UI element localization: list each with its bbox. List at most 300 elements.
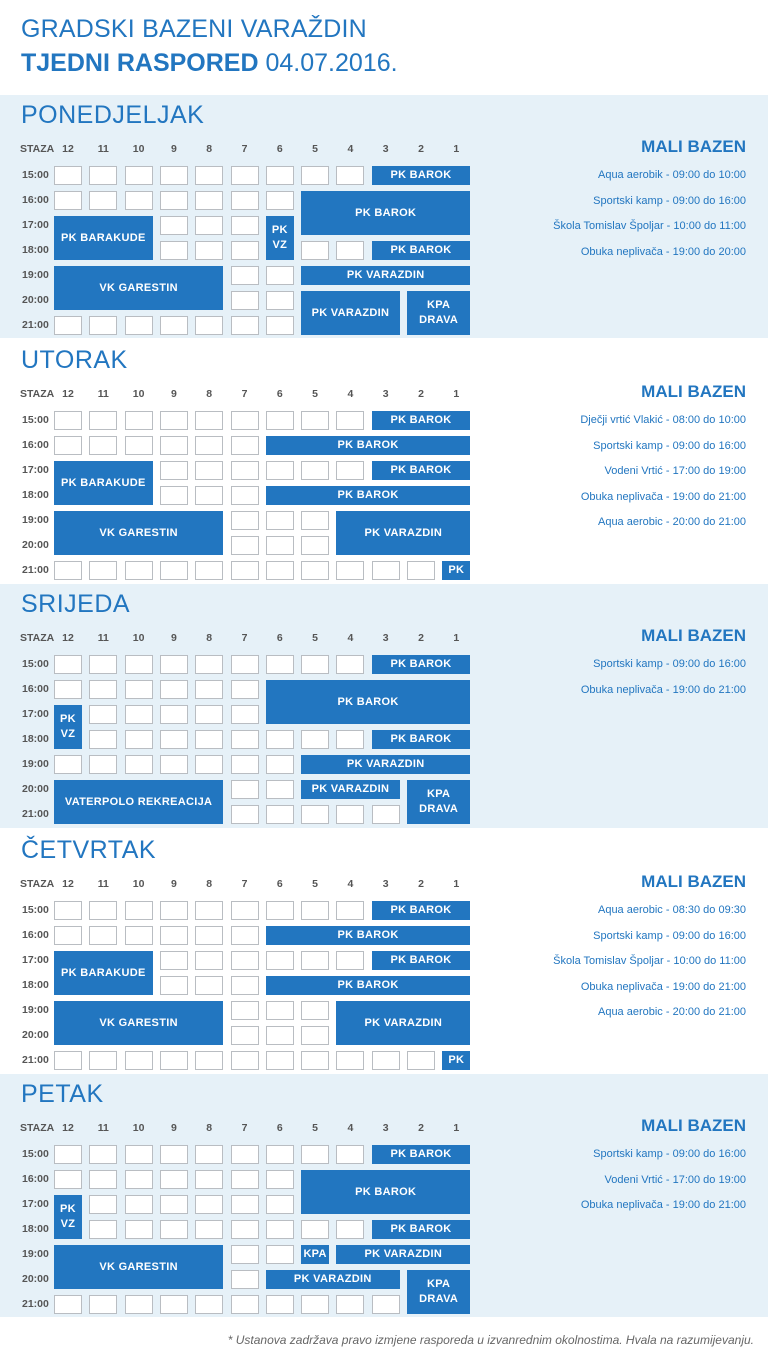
lane-slot-free (125, 926, 153, 945)
lane-slot-free (231, 561, 259, 580)
lane-number: 1 (453, 1122, 460, 1134)
lane-slot-free (125, 1170, 153, 1189)
lane-slot-free (266, 805, 294, 824)
lane-slot-free (336, 1051, 364, 1070)
lane-slot-free (336, 901, 364, 920)
day-section (0, 830, 768, 1073)
lane-number: 1 (453, 388, 460, 400)
lane-slot-free (231, 730, 259, 749)
mali-bazen-item: Aqua aerobic - 20:00 do 21:00 (597, 516, 746, 528)
lane-number: 10 (132, 878, 145, 890)
mali-bazen-item: Aqua aerobic - 20:00 do 21:00 (597, 1006, 746, 1018)
lane-number: 10 (132, 143, 145, 155)
lane-number: 2 (418, 388, 424, 400)
lane-slot-free (231, 655, 259, 674)
reservation-block: KPA DRAVA (407, 291, 470, 335)
reservation-block: PK BAROK (372, 1145, 471, 1164)
lane-slot-free (195, 561, 223, 580)
lane-slot-free (54, 411, 82, 430)
lane-slot-free (266, 730, 294, 749)
lane-slot-free (54, 655, 82, 674)
reservation-block: VK GARESTIN (54, 1245, 223, 1289)
lane-slot-free (160, 316, 188, 335)
reservation-block: PK VARAZDIN (336, 511, 470, 555)
lane-slot-free (266, 1051, 294, 1070)
lane-slot-free (195, 730, 223, 749)
lane-slot-free (336, 730, 364, 749)
lane-slot-free (301, 241, 329, 260)
mali-bazen-panel (581, 1116, 746, 1219)
lane-slot-free (336, 241, 364, 260)
lane-slot-free (231, 976, 259, 995)
lane-slot-free (336, 1145, 364, 1164)
lane-number: 4 (347, 143, 354, 155)
lane-slot-free (372, 805, 400, 824)
lane-slot-free (231, 191, 259, 210)
lane-slot-free (231, 1220, 259, 1239)
time-label: 19:00 (22, 1248, 49, 1260)
reservation-block: PK BAROK (266, 976, 471, 995)
reservation-block: VK GARESTIN (54, 511, 223, 555)
lane-number: 8 (206, 143, 213, 155)
lane-slot-free (125, 755, 153, 774)
lane-slot-free (89, 1220, 117, 1239)
lane-number: 12 (62, 388, 74, 400)
time-label: 18:00 (22, 733, 49, 745)
time-label: 21:00 (22, 808, 49, 820)
time-label: 21:00 (22, 1054, 49, 1066)
lane-slot-free (54, 316, 82, 335)
mali-bazen-panel (553, 137, 746, 265)
time-label: 19:00 (22, 1004, 49, 1016)
lane-number: 3 (382, 878, 389, 890)
lane-slot-free (336, 166, 364, 185)
footer-note: * Ustanova zadržava pravo izmjene rasporeda u izvanrednim okolnostima. Hvala na razumijevanju. (227, 1333, 754, 1347)
time-label: 21:00 (22, 319, 49, 331)
lane-slot-free (160, 461, 188, 480)
reservation-block: PK BAROK (372, 241, 471, 260)
time-label: 18:00 (22, 244, 49, 256)
lane-slot-free (301, 951, 329, 970)
lane-number: 9 (170, 1122, 177, 1134)
mali-bazen-item: Obuka neplivača - 19:00 do 21:00 (580, 490, 746, 503)
lane-slot-free (54, 561, 82, 580)
lane-slot-free (266, 191, 294, 210)
lane-slot-free (231, 680, 259, 699)
lane-slot-free (231, 705, 259, 724)
lane-slot-free (125, 901, 153, 920)
day-section (0, 340, 768, 583)
lane-slot-free (301, 536, 329, 555)
reservation-block: PK BAROK (372, 655, 471, 674)
reservation-block: PK BAROK (301, 191, 470, 235)
lane-slot-free (125, 1220, 153, 1239)
lane-slot-free (231, 1270, 259, 1289)
reservation-block: PK BAROK (372, 461, 471, 480)
lane-number: 6 (276, 388, 283, 400)
lane-number: 2 (418, 632, 424, 644)
lane-slot-free (301, 461, 329, 480)
lane-slot-free (160, 730, 188, 749)
time-label: 19:00 (22, 758, 49, 770)
lane-slot-free (231, 461, 259, 480)
reservation-block: PK BAROK (266, 486, 471, 505)
reservation-block: PK (442, 1051, 470, 1070)
reservation-block: PK BAROK (372, 166, 471, 185)
lane-number: 11 (97, 878, 109, 890)
lane-number: 5 (312, 632, 319, 644)
day-name: PETAK (21, 1080, 104, 1108)
day-name: PONEDJELJAK (21, 101, 205, 129)
time-label: 19:00 (22, 514, 49, 526)
lane-slot-free (89, 166, 117, 185)
lane-slot-free (301, 561, 329, 580)
lane-slot-free (372, 1051, 400, 1070)
reservation-block: PK VARAZDIN (301, 291, 400, 335)
lane-number: 11 (97, 1122, 109, 1134)
lane-slot-free (231, 511, 259, 530)
reservation-block: PK BAROK (372, 411, 471, 430)
lane-number: 8 (206, 388, 213, 400)
lane-slot-free (266, 1245, 294, 1264)
mali-bazen-item: Vodeni Vrtić - 17:00 do 19:00 (604, 1173, 746, 1186)
lane-slot-free (301, 1145, 329, 1164)
lane-slot-free (301, 511, 329, 530)
mali-bazen-item: Obuka neplivača - 19:00 do 21:00 (580, 1199, 746, 1211)
lane-number: 10 (132, 1122, 145, 1134)
lane-slot-free (336, 951, 364, 970)
lane-slot-free (266, 411, 294, 430)
lane-number: 12 (62, 1122, 74, 1134)
lane-slot-free (372, 1295, 400, 1314)
lane-number: 7 (241, 632, 248, 644)
lane-slot-free (89, 901, 117, 920)
day-section (0, 1074, 768, 1317)
lane-slot-free (231, 780, 259, 799)
lane-number: 12 (62, 632, 74, 644)
lane-slot-free (195, 486, 223, 505)
lane-slot-free (301, 411, 329, 430)
lane-slot-free (160, 951, 188, 970)
reservation-block: PK VARAZDIN (336, 1245, 470, 1264)
lane-slot-free (160, 561, 188, 580)
staza-label: STAZA (20, 878, 55, 890)
lane-slot-free (231, 951, 259, 970)
lane-number: 3 (382, 632, 389, 644)
lane-slot-free (160, 680, 188, 699)
lane-slot-free (231, 901, 259, 920)
lane-slot-free (89, 705, 117, 724)
lane-slot-free (231, 1051, 259, 1070)
time-label: 16:00 (22, 929, 49, 941)
lane-slot-free (160, 241, 188, 260)
lane-number: 11 (97, 388, 109, 400)
lane-number: 8 (206, 632, 213, 644)
lane-slot-free (231, 216, 259, 235)
reservation-block: PK VZ (54, 1195, 82, 1239)
lane-slot-free (266, 536, 294, 555)
lane-slot-free (231, 1170, 259, 1189)
lane-slot-free (195, 166, 223, 185)
mali-bazen-panel (581, 626, 746, 703)
lane-slot-free (266, 755, 294, 774)
lane-slot-free (266, 901, 294, 920)
lane-slot-free (195, 316, 223, 335)
lane-number: 9 (170, 632, 177, 644)
mali-bazen-title: MALI BAZEN (641, 872, 746, 891)
lane-slot-free (195, 241, 223, 260)
reservation-block: PK BARAKUDE (54, 461, 153, 505)
lane-slot-free (125, 411, 153, 430)
lane-number: 1 (453, 143, 460, 155)
lane-slot-free (231, 266, 259, 285)
lane-slot-free (125, 655, 153, 674)
lane-slot-free (266, 166, 294, 185)
lane-slot-free (407, 561, 435, 580)
staza-label: STAZA (20, 632, 55, 644)
lane-slot-free (160, 216, 188, 235)
lane-slot-free (231, 926, 259, 945)
time-label: 15:00 (22, 904, 49, 916)
day-section (0, 95, 768, 338)
lane-slot-free (195, 191, 223, 210)
reservation-block: PK VARAZDIN (301, 780, 400, 799)
time-label: 20:00 (22, 783, 49, 795)
lane-slot-free (160, 1195, 188, 1214)
lane-slot-free (266, 1170, 294, 1189)
lane-number: 4 (347, 878, 354, 890)
reservation-block: PK VARAZDIN (336, 1001, 470, 1045)
lane-slot-free (301, 730, 329, 749)
lane-slot-free (195, 461, 223, 480)
lane-slot-free (160, 166, 188, 185)
lane-number: 2 (418, 878, 424, 890)
mali-bazen-item: Obuka neplivača - 19:00 do 20:00 (580, 245, 746, 258)
reservation-block: PK BAROK (372, 730, 471, 749)
lane-slot-free (54, 166, 82, 185)
lane-slot-free (372, 561, 400, 580)
lane-slot-free (54, 1170, 82, 1189)
lane-slot-free (266, 561, 294, 580)
time-label: 15:00 (22, 414, 49, 426)
lane-slot-free (231, 486, 259, 505)
lane-slot-free (195, 1145, 223, 1164)
reservation-block: PK VARAZDIN (301, 266, 470, 285)
mali-bazen-item: Dječji vrtić Vlakić - 08:00 do 10:00 (580, 414, 746, 426)
reservation-block: PK (442, 561, 470, 580)
mali-bazen-item: Obuka neplivača - 19:00 do 21:00 (580, 683, 746, 696)
lane-slot-free (231, 755, 259, 774)
lane-slot-free (266, 1026, 294, 1045)
mali-bazen-title: MALI BAZEN (641, 137, 746, 156)
schedule-date: 04.07.2016. (265, 49, 398, 77)
time-label: 21:00 (22, 564, 49, 576)
mali-bazen-item: Aqua aerobik - 09:00 do 10:00 (597, 169, 746, 181)
lane-number: 2 (418, 1122, 424, 1134)
mali-bazen-item: Škola Tomislav Špoljar - 10:00 do 11:00 (553, 955, 746, 967)
mali-bazen-item: Sportski kamp - 09:00 do 16:00 (593, 194, 746, 207)
reservation-block: KPA DRAVA (407, 1270, 470, 1314)
mali-bazen-title: MALI BAZEN (641, 1116, 746, 1135)
time-label: 16:00 (22, 683, 49, 695)
page-header (21, 14, 398, 78)
reservation-block: PK BARAKUDE (54, 951, 153, 995)
lane-slot-free (301, 805, 329, 824)
lane-slot-free (266, 951, 294, 970)
lane-slot-free (266, 291, 294, 310)
lane-slot-free (89, 436, 117, 455)
lane-slot-free (160, 1170, 188, 1189)
day-name: UTORAK (21, 346, 128, 374)
lane-slot-free (89, 755, 117, 774)
lane-slot-free (195, 655, 223, 674)
reservation-block: PK VARAZDIN (266, 1270, 400, 1289)
lane-slot-free (89, 680, 117, 699)
lane-slot-free (125, 316, 153, 335)
lane-slot-free (125, 730, 153, 749)
reservation-block: PK BAROK (266, 926, 471, 945)
lane-slot-free (125, 1145, 153, 1164)
lane-slot-free (195, 926, 223, 945)
lane-slot-free (231, 536, 259, 555)
lane-number: 4 (347, 1122, 354, 1134)
lane-slot-free (231, 805, 259, 824)
lane-number: 6 (276, 878, 283, 890)
lane-slot-free (266, 1001, 294, 1020)
lane-slot-free (89, 655, 117, 674)
lane-slot-free (125, 1295, 153, 1314)
reservation-block: PK BAROK (372, 1220, 471, 1239)
reservation-block: VK GARESTIN (54, 266, 223, 310)
lane-slot-free (195, 216, 223, 235)
staza-label: STAZA (20, 388, 55, 400)
lane-slot-free (266, 1145, 294, 1164)
lane-slot-free (89, 191, 117, 210)
mali-bazen-panel (553, 872, 746, 1026)
lane-slot-free (89, 1145, 117, 1164)
reservation-block: PK VZ (266, 216, 294, 260)
lane-number: 3 (382, 388, 389, 400)
lane-slot-free (195, 680, 223, 699)
lane-slot-free (336, 411, 364, 430)
lane-slot-free (54, 1145, 82, 1164)
lane-slot-free (54, 191, 82, 210)
lane-number: 10 (132, 388, 145, 400)
lane-slot-free (89, 1170, 117, 1189)
lane-number: 12 (62, 878, 74, 890)
lane-slot-free (231, 241, 259, 260)
time-label: 21:00 (22, 1298, 49, 1310)
time-label: 18:00 (22, 979, 49, 991)
reservation-block: PK BAROK (266, 436, 471, 455)
time-label: 19:00 (22, 269, 49, 281)
lane-number: 3 (382, 143, 389, 155)
lane-number: 7 (241, 143, 248, 155)
time-label: 16:00 (22, 439, 49, 451)
lane-slot-free (54, 1295, 82, 1314)
lane-slot-free (195, 1295, 223, 1314)
lane-slot-free (231, 1001, 259, 1020)
lane-slot-free (125, 1051, 153, 1070)
lane-slot-free (89, 316, 117, 335)
lane-slot-free (336, 655, 364, 674)
lane-slot-free (125, 680, 153, 699)
reservation-block: PK VZ (54, 705, 82, 749)
time-label: 20:00 (22, 539, 49, 551)
lane-slot-free (231, 1295, 259, 1314)
mali-bazen-panel (580, 382, 746, 536)
lane-number: 3 (382, 1122, 389, 1134)
reservation-block: PK BARAKUDE (54, 216, 153, 260)
reservation-block: KPA (301, 1245, 329, 1264)
lane-slot-free (125, 705, 153, 724)
reservation-block: PK BAROK (266, 680, 471, 724)
lane-slot-free (54, 680, 82, 699)
mali-bazen-item: Sportski kamp - 09:00 do 16:00 (593, 658, 746, 670)
lane-number: 5 (312, 878, 319, 890)
lane-slot-free (336, 805, 364, 824)
lane-slot-free (336, 461, 364, 480)
lane-slot-free (301, 1220, 329, 1239)
lane-slot-free (89, 411, 117, 430)
lane-number: 7 (241, 878, 248, 890)
day-name: ČETVRTAK (21, 836, 157, 864)
lane-slot-free (407, 1051, 435, 1070)
lane-slot-free (89, 1051, 117, 1070)
lane-slot-free (231, 1145, 259, 1164)
day-name: SRIJEDA (21, 590, 131, 618)
lane-slot-free (125, 191, 153, 210)
reservation-block: PK BAROK (301, 1170, 470, 1214)
lane-number: 5 (312, 1122, 319, 1134)
lane-slot-free (231, 411, 259, 430)
time-label: 20:00 (22, 1029, 49, 1041)
time-label: 20:00 (22, 294, 49, 306)
lane-number: 11 (97, 632, 109, 644)
lane-number: 4 (347, 388, 354, 400)
lane-slot-free (336, 561, 364, 580)
schedule-title-bold: TJEDNI RASPORED (21, 49, 259, 77)
lane-number: 1 (453, 878, 460, 890)
lane-slot-free (160, 1145, 188, 1164)
mali-bazen-title: MALI BAZEN (641, 626, 746, 645)
lane-slot-free (301, 1026, 329, 1045)
lane-number: 11 (97, 143, 109, 155)
lane-slot-free (266, 1220, 294, 1239)
lane-number: 7 (241, 388, 248, 400)
time-label: 17:00 (22, 464, 49, 476)
time-label: 16:00 (22, 1173, 49, 1185)
reservation-block: PK BAROK (372, 901, 471, 920)
lane-slot-free (301, 1295, 329, 1314)
reservation-block: PK VARAZDIN (301, 755, 470, 774)
lane-slot-free (160, 486, 188, 505)
lane-number: 7 (241, 1122, 248, 1134)
lane-slot-free (195, 705, 223, 724)
lane-slot-free (160, 191, 188, 210)
lane-slot-free (125, 436, 153, 455)
lane-slot-free (301, 166, 329, 185)
reservation-block: VATERPOLO REKREACIJA (54, 780, 223, 824)
lane-slot-free (301, 655, 329, 674)
lane-slot-free (89, 561, 117, 580)
lane-number: 5 (312, 388, 319, 400)
lane-slot-free (125, 166, 153, 185)
mali-bazen-item: Obuka neplivača - 19:00 do 21:00 (580, 980, 746, 993)
lane-slot-free (266, 316, 294, 335)
lane-number: 4 (347, 632, 354, 644)
mali-bazen-item: Sportski kamp - 09:00 do 16:00 (593, 1148, 746, 1160)
